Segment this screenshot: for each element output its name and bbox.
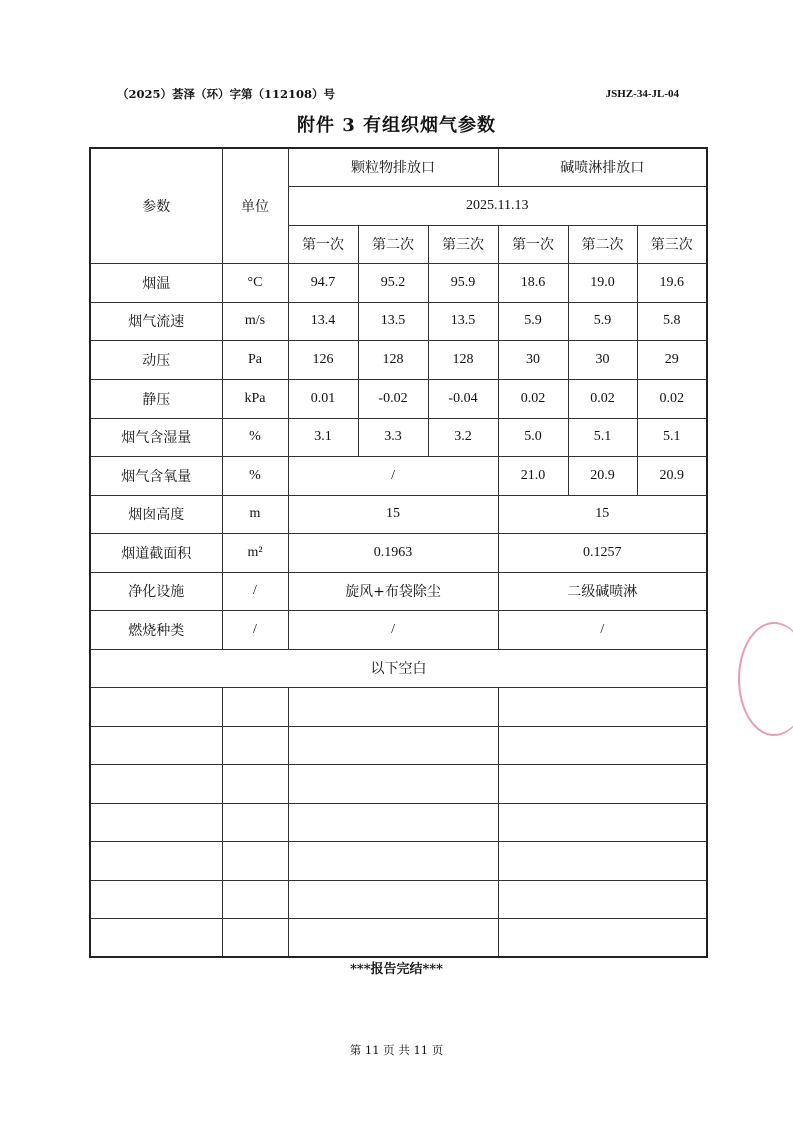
unit-cell: % (222, 418, 288, 456)
value-cell: / (288, 456, 498, 495)
empty-row (90, 880, 707, 918)
value-cell: 13.5 (358, 302, 428, 340)
value-cell: 126 (288, 340, 358, 379)
unit-cell: m/s (222, 302, 288, 340)
value-cell: 5.1 (637, 418, 707, 456)
value-cell: 5.9 (568, 302, 637, 340)
value-cell: 13.4 (288, 302, 358, 340)
empty-row (90, 841, 707, 880)
table-row (90, 379, 707, 418)
value-cell: 0.01 (288, 379, 358, 418)
value-cell: 20.9 (637, 456, 707, 495)
param-cell: 净化设施 (90, 572, 222, 610)
value-cell: 128 (428, 340, 498, 379)
empty-row (90, 764, 707, 803)
table-row (90, 495, 707, 533)
run-header: 第一次 (288, 225, 358, 263)
value-cell: 0.1257 (498, 533, 707, 572)
outlet1-header: 颗粒物排放口 (288, 148, 498, 186)
param-cell: 燃烧种类 (90, 610, 222, 649)
param-cell: 烟气流速 (90, 302, 222, 340)
param-cell: 烟气含湿量 (90, 418, 222, 456)
table-row (90, 533, 707, 572)
unit-cell: m² (222, 533, 288, 572)
value-cell: 30 (498, 340, 568, 379)
value-cell: 3.2 (428, 418, 498, 456)
value-cell: 0.1963 (288, 533, 498, 572)
report-number: （2025）荟泽（环）字第（112108）号 (117, 87, 336, 101)
value-cell: 旋风+布袋除尘 (288, 572, 498, 610)
param-cell: 静压 (90, 379, 222, 418)
table-row (90, 302, 707, 340)
blank-below-note: 以下空白 (90, 649, 707, 687)
value-cell: / (288, 610, 498, 649)
value-cell: / (498, 610, 707, 649)
value-cell: 95.2 (358, 263, 428, 302)
value-cell: 3.3 (358, 418, 428, 456)
param-cell: 烟道截面积 (90, 533, 222, 572)
value-cell: 0.02 (498, 379, 568, 418)
param-cell: 烟囱高度 (90, 495, 222, 533)
unit-cell: kPa (222, 379, 288, 418)
table-row (90, 456, 707, 495)
value-cell: 0.02 (568, 379, 637, 418)
unit-cell: / (222, 610, 288, 649)
value-cell: 5.8 (637, 302, 707, 340)
param-cell: 烟温 (90, 263, 222, 302)
value-cell: 18.6 (498, 263, 568, 302)
value-cell: 21.0 (498, 456, 568, 495)
empty-row (90, 726, 707, 764)
run-header: 第一次 (498, 225, 568, 263)
value-cell: 5.1 (568, 418, 637, 456)
empty-row (90, 687, 707, 726)
value-cell: 19.6 (637, 263, 707, 302)
value-cell: 94.7 (288, 263, 358, 302)
table-row (90, 340, 707, 379)
page-number: 第 11 页 共 11 页 (349, 1043, 444, 1057)
value-cell: 128 (358, 340, 428, 379)
value-cell: 29 (637, 340, 707, 379)
value-cell: 20.9 (568, 456, 637, 495)
value-cell: 0.02 (637, 379, 707, 418)
value-cell: 二级碱喷淋 (498, 572, 707, 610)
run-header: 第二次 (568, 225, 637, 263)
unit-cell: / (222, 572, 288, 610)
value-cell: 5.9 (498, 302, 568, 340)
param-cell: 烟气含氧量 (90, 456, 222, 495)
document-code: JSHZ-34-JL-04 (605, 88, 679, 100)
run-header: 第三次 (637, 225, 707, 263)
value-cell: 13.5 (428, 302, 498, 340)
flue-gas-parameter-table (89, 147, 708, 958)
unit-cell: °C (222, 263, 288, 302)
value-cell: -0.02 (358, 379, 428, 418)
param-cell: 动压 (90, 340, 222, 379)
value-cell: 30 (568, 340, 637, 379)
report-end-note: ***报告完结*** (350, 962, 443, 977)
empty-row (90, 918, 707, 957)
value-cell: 15 (288, 495, 498, 533)
value-cell: 19.0 (568, 263, 637, 302)
run-header: 第三次 (428, 225, 498, 263)
unit-header: 单位 (222, 148, 288, 263)
outlet2-header: 碱喷淋排放口 (498, 148, 707, 186)
value-cell: 3.1 (288, 418, 358, 456)
unit-cell: m (222, 495, 288, 533)
run-header: 第二次 (358, 225, 428, 263)
unit-cell: Pa (222, 340, 288, 379)
empty-row (90, 803, 707, 841)
param-header: 参数 (90, 148, 222, 263)
unit-cell: % (222, 456, 288, 495)
page-title: 附件 3 有组织烟气参数 (296, 115, 497, 136)
value-cell: 15 (498, 495, 707, 533)
value-cell: -0.04 (428, 379, 498, 418)
table-row (90, 572, 707, 610)
table-row (90, 263, 707, 302)
table-row (90, 418, 707, 456)
sampling-date: 2025.11.13 (288, 186, 707, 225)
value-cell: 5.0 (498, 418, 568, 456)
seal-stamp (738, 622, 793, 736)
table-row (90, 610, 707, 649)
value-cell: 95.9 (428, 263, 498, 302)
